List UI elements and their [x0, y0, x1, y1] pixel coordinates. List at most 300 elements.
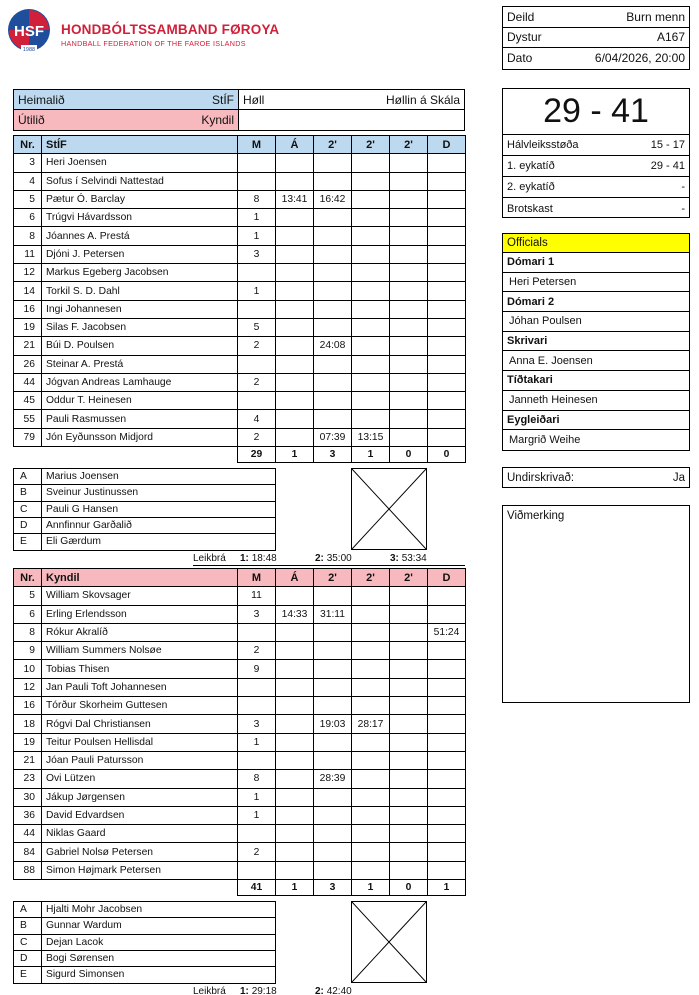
- player-stat-s3: [390, 318, 428, 336]
- player-number: 14: [14, 282, 42, 300]
- player-stat-s1: [314, 264, 352, 282]
- col-header: D: [428, 136, 466, 154]
- player-stat-s3: [390, 392, 428, 410]
- player-stat-s3: [390, 770, 428, 788]
- player-stat-s3: [390, 660, 428, 678]
- player-number: 9: [14, 642, 42, 660]
- player-stat-d: [428, 282, 466, 300]
- match-info-row-date: [503, 48, 689, 69]
- staff-letter: B: [14, 485, 42, 501]
- player-row: [14, 318, 466, 336]
- player-number: 19: [14, 733, 42, 751]
- player-stat-s2: [352, 154, 390, 172]
- final-score: 29 - 41: [503, 89, 689, 135]
- player-number: 88: [14, 861, 42, 879]
- player-row: [14, 154, 466, 172]
- timeout-number: 1:: [240, 552, 249, 564]
- player-row: [14, 410, 466, 428]
- player-row: [14, 227, 466, 245]
- badge-year: 1988: [22, 47, 36, 53]
- player-name: Niklas Gaard: [42, 825, 238, 843]
- total-s2: 1: [352, 880, 390, 896]
- match-value: A167: [656, 30, 685, 45]
- player-row: [14, 825, 466, 843]
- score-row-value: 15 - 17: [650, 139, 685, 151]
- timeout-time: 18:48: [251, 552, 277, 564]
- player-stat-a: [276, 843, 314, 861]
- player-stat-a: [276, 373, 314, 391]
- player-stat-s3: [390, 733, 428, 751]
- player-stat-s1: [314, 318, 352, 336]
- player-stat-s1: [314, 245, 352, 263]
- player-stat-a: [276, 806, 314, 824]
- signed-box: [502, 467, 690, 488]
- away-timeouts: [193, 985, 465, 995]
- player-stat-d: [428, 337, 466, 355]
- player-stat-s1: [314, 751, 352, 769]
- player-stat-s2: [352, 587, 390, 605]
- player-name: Simon Højmark Petersen: [42, 861, 238, 879]
- player-stat-m: 1: [238, 733, 276, 751]
- staff-name: Eli Gærdum: [42, 534, 276, 550]
- player-stat-m: 2: [238, 428, 276, 446]
- away-team-name: Kyndil: [201, 113, 234, 127]
- player-stat-a: [276, 264, 314, 282]
- staff-letter: A: [14, 469, 42, 485]
- score-row-label: 2. eykatíð: [507, 181, 555, 193]
- totals-blank: [14, 447, 42, 463]
- total-a: 1: [276, 880, 314, 896]
- col-header: 2': [352, 569, 390, 587]
- player-stat-a: [276, 660, 314, 678]
- official-role: Dómari 2: [503, 292, 689, 312]
- total-s3: 0: [390, 447, 428, 463]
- player-stat-s2: [352, 788, 390, 806]
- timeout-entry: [390, 553, 427, 564]
- player-stat-m: 8: [238, 770, 276, 788]
- player-stat-a: [276, 172, 314, 190]
- player-stat-s1: 07:39: [314, 428, 352, 446]
- player-name: Tórður Skorheim Guttesen: [42, 697, 238, 715]
- player-number: 5: [14, 190, 42, 208]
- staff-letter: C: [14, 501, 42, 517]
- player-stat-d: [428, 806, 466, 824]
- player-stat-d: [428, 678, 466, 696]
- timeout-number: 2:: [315, 552, 324, 564]
- player-stat-s2: [352, 806, 390, 824]
- total-s1: 3: [314, 447, 352, 463]
- player-stat-s2: [352, 751, 390, 769]
- player-stat-s3: [390, 373, 428, 391]
- col-header: D: [428, 569, 466, 587]
- player-name: Teitur Poulsen Hellisdal: [42, 733, 238, 751]
- remarks-box: [502, 505, 690, 703]
- player-stat-s1: [314, 825, 352, 843]
- staff-name: Dejan Lacok: [42, 934, 276, 950]
- player-stat-m: [238, 264, 276, 282]
- match-info-row-division: [503, 7, 689, 28]
- player-stat-d: [428, 642, 466, 660]
- timeouts-label: Leikbrá: [193, 985, 226, 995]
- player-name: Búi D. Poulsen: [42, 337, 238, 355]
- staff-letter: A: [14, 902, 42, 918]
- player-stat-d: [428, 428, 466, 446]
- player-stat-d: [428, 373, 466, 391]
- player-row: [14, 282, 466, 300]
- player-stat-d: 51:24: [428, 623, 466, 641]
- player-number: 12: [14, 264, 42, 282]
- player-stat-s1: 19:03: [314, 715, 352, 733]
- player-number: 3: [14, 154, 42, 172]
- player-stat-d: [428, 355, 466, 373]
- player-stat-a: [276, 392, 314, 410]
- player-stat-s1: [314, 172, 352, 190]
- player-stat-m: 1: [238, 788, 276, 806]
- player-stat-d: [428, 751, 466, 769]
- player-row: [14, 373, 466, 391]
- staff-letter: C: [14, 934, 42, 950]
- score-row-label: Brotskast: [507, 202, 553, 215]
- staff-name: Annfinnur Garðalið: [42, 517, 276, 533]
- player-stat-m: [238, 355, 276, 373]
- totals-row: [14, 880, 466, 896]
- staff-name: Hjalti Mohr Jacobsen: [42, 902, 276, 918]
- home-team-cell: [14, 90, 239, 109]
- player-stat-m: 1: [238, 209, 276, 227]
- player-stat-m: 3: [238, 245, 276, 263]
- player-row: [14, 623, 466, 641]
- player-stat-a: [276, 825, 314, 843]
- player-row: [14, 264, 466, 282]
- player-stat-d: [428, 605, 466, 623]
- player-row: [14, 190, 466, 208]
- player-stat-m: 8: [238, 190, 276, 208]
- away-label: Útilið: [18, 113, 45, 127]
- player-stat-s2: [352, 245, 390, 263]
- team-name-header: Kyndil: [42, 569, 238, 587]
- player-row: [14, 605, 466, 623]
- player-stat-s1: [314, 355, 352, 373]
- player-row: [14, 751, 466, 769]
- total-s1: 3: [314, 880, 352, 896]
- player-stat-s3: [390, 605, 428, 623]
- teams-venue-box: [13, 89, 465, 131]
- player-stat-m: 2: [238, 373, 276, 391]
- col-nr-header: Nr.: [14, 136, 42, 154]
- player-stat-s3: [390, 172, 428, 190]
- player-name: Torkil S. D. Dahl: [42, 282, 238, 300]
- player-row: [14, 697, 466, 715]
- staff-letter: E: [14, 534, 42, 550]
- player-number: 26: [14, 355, 42, 373]
- player-name: Jóan Pauli Patursson: [42, 751, 238, 769]
- player-name: William Summers Nolsøe: [42, 642, 238, 660]
- player-row: [14, 715, 466, 733]
- player-stat-m: 2: [238, 642, 276, 660]
- col-header: 2': [314, 136, 352, 154]
- staff-name: Sveinur Justinussen: [42, 485, 276, 501]
- player-stat-a: 13:41: [276, 190, 314, 208]
- player-stat-s1: 16:42: [314, 190, 352, 208]
- player-stat-a: [276, 697, 314, 715]
- player-stat-m: [238, 172, 276, 190]
- player-stat-m: 2: [238, 337, 276, 355]
- player-stat-s2: [352, 337, 390, 355]
- player-stat-d: [428, 392, 466, 410]
- player-stat-m: 4: [238, 410, 276, 428]
- staff-letter: E: [14, 967, 42, 983]
- player-stat-s3: [390, 300, 428, 318]
- player-stat-s3: [390, 806, 428, 824]
- col-header: 2': [390, 569, 428, 587]
- player-stat-m: 5: [238, 318, 276, 336]
- player-number: 44: [14, 373, 42, 391]
- player-stat-s3: [390, 264, 428, 282]
- player-stat-s1: 31:11: [314, 605, 352, 623]
- player-stat-s2: [352, 318, 390, 336]
- home-team-row: [14, 90, 464, 110]
- player-stat-s2: [352, 373, 390, 391]
- score-row-value: -: [681, 181, 685, 193]
- player-stat-s2: [352, 623, 390, 641]
- staff-letter: D: [14, 517, 42, 533]
- player-name: Rókur Akralíð: [42, 623, 238, 641]
- away-team-section: [13, 568, 465, 995]
- home-staff-wrap: [13, 468, 465, 550]
- player-row: [14, 428, 466, 446]
- player-stat-s1: [314, 410, 352, 428]
- official-role: Dómari 1: [503, 253, 689, 273]
- player-name: Jón Eyðunsson Midjord: [42, 428, 238, 446]
- player-number: 18: [14, 715, 42, 733]
- player-stat-m: 9: [238, 660, 276, 678]
- player-name: Erling Erlendsson: [42, 605, 238, 623]
- away-staff-wrap: [13, 901, 465, 983]
- player-stat-a: [276, 227, 314, 245]
- hall-cell: [239, 90, 464, 109]
- col-header: M: [238, 569, 276, 587]
- player-stat-s3: [390, 715, 428, 733]
- player-stat-d: [428, 733, 466, 751]
- timeout-number: 2:: [315, 985, 324, 995]
- player-stat-m: 2: [238, 843, 276, 861]
- staff-name: Bogi Sørensen: [42, 950, 276, 966]
- player-row: [14, 337, 466, 355]
- player-stat-d: [428, 172, 466, 190]
- roster-header: [14, 136, 466, 154]
- player-stat-s2: [352, 300, 390, 318]
- player-stat-d: [428, 410, 466, 428]
- player-stat-s2: [352, 678, 390, 696]
- home-team-section: [13, 135, 465, 566]
- player-stat-s2: [352, 209, 390, 227]
- player-number: 12: [14, 678, 42, 696]
- player-number: 21: [14, 337, 42, 355]
- player-stat-a: [276, 282, 314, 300]
- player-stat-s1: [314, 697, 352, 715]
- player-stat-a: [276, 678, 314, 696]
- player-name: Jóannes A. Prestá: [42, 227, 238, 245]
- player-name: Markus Egeberg Jacobsen: [42, 264, 238, 282]
- home-team-name: StÍF: [211, 92, 234, 107]
- player-stat-s1: [314, 733, 352, 751]
- division-value: Burn menn: [626, 9, 685, 24]
- official-role: Skrivari: [503, 332, 689, 352]
- player-stat-s2: [352, 355, 390, 373]
- player-stat-m: 1: [238, 282, 276, 300]
- player-stat-a: [276, 788, 314, 806]
- player-stat-m: 3: [238, 715, 276, 733]
- player-stat-s3: [390, 678, 428, 696]
- player-number: 23: [14, 770, 42, 788]
- hall-label: Høll: [243, 92, 265, 107]
- staff-name: Sigurd Simonsen: [42, 967, 276, 983]
- player-stat-a: [276, 733, 314, 751]
- timeout-time: 29:18: [251, 985, 277, 995]
- staff-name: Gunnar Wardum: [42, 918, 276, 934]
- player-number: 19: [14, 318, 42, 336]
- player-row: [14, 300, 466, 318]
- player-name: William Skovsager: [42, 587, 238, 605]
- player-stat-s3: [390, 227, 428, 245]
- player-stat-s1: [314, 227, 352, 245]
- score-row: [503, 198, 689, 219]
- col-header: Á: [276, 136, 314, 154]
- staff-letter: B: [14, 918, 42, 934]
- player-name: Ovi Lützen: [42, 770, 238, 788]
- player-number: 30: [14, 788, 42, 806]
- player-number: 5: [14, 587, 42, 605]
- staff-name: Marius Joensen: [42, 469, 276, 485]
- official-name: Jóhan Poulsen: [503, 312, 689, 332]
- score-row: [503, 135, 689, 156]
- team-name-header: StÍF: [42, 136, 238, 154]
- totals-blank: [42, 447, 238, 463]
- player-stat-d: [428, 843, 466, 861]
- player-stat-s2: [352, 733, 390, 751]
- official-role: Tíðtakari: [503, 371, 689, 391]
- player-stat-s3: [390, 642, 428, 660]
- timeout-entry: [240, 986, 277, 995]
- division-label: Deild: [507, 9, 535, 24]
- score-row: [503, 177, 689, 198]
- player-stat-d: [428, 190, 466, 208]
- player-stat-s1: 24:08: [314, 337, 352, 355]
- player-number: 84: [14, 843, 42, 861]
- player-stat-a: [276, 861, 314, 879]
- signed-value: Ja: [672, 471, 685, 484]
- player-number: 45: [14, 392, 42, 410]
- player-stat-s2: [352, 410, 390, 428]
- total-d: 1: [428, 880, 466, 896]
- player-name: Pauli Rasmussen: [42, 410, 238, 428]
- score-row-label: Hálvleiksstøða: [507, 139, 579, 151]
- player-name: Steinar A. Prestá: [42, 355, 238, 373]
- player-row: [14, 843, 466, 861]
- player-row: [14, 245, 466, 263]
- player-number: 55: [14, 410, 42, 428]
- player-stat-d: [428, 770, 466, 788]
- player-name: Djóni J. Petersen: [42, 245, 238, 263]
- player-stat-a: [276, 318, 314, 336]
- player-stat-s3: [390, 355, 428, 373]
- player-stat-s1: [314, 209, 352, 227]
- player-stat-s1: [314, 392, 352, 410]
- player-stat-s3: [390, 861, 428, 879]
- cross-out-box: [351, 468, 427, 550]
- player-stat-m: [238, 392, 276, 410]
- player-stat-s1: [314, 282, 352, 300]
- timeout-entry: [240, 553, 277, 564]
- player-name: Jógvan Andreas Lamhauge: [42, 373, 238, 391]
- player-stat-s3: [390, 751, 428, 769]
- empty-cell: [239, 110, 464, 130]
- timeouts-label: Leikbrá: [193, 552, 226, 564]
- col-nr-header: Nr.: [14, 569, 42, 587]
- score-row-label: 1. eykatíð: [507, 160, 555, 172]
- player-stat-d: [428, 861, 466, 879]
- player-name: Oddur T. Heinesen: [42, 392, 238, 410]
- home-label: Heimalið: [18, 92, 65, 107]
- player-stat-s2: [352, 172, 390, 190]
- match-label: Dystur: [507, 30, 542, 45]
- player-stat-s1: [314, 678, 352, 696]
- player-row: [14, 770, 466, 788]
- player-stat-a: [276, 715, 314, 733]
- player-stat-d: [428, 227, 466, 245]
- player-stat-a: [276, 154, 314, 172]
- col-header: 2': [390, 136, 428, 154]
- badge-letters: HSF: [14, 23, 44, 40]
- player-stat-s2: 28:17: [352, 715, 390, 733]
- col-header: Á: [276, 569, 314, 587]
- official-name: Janneth Heinesen: [503, 391, 689, 411]
- timeout-entry: [315, 553, 352, 564]
- player-number: 11: [14, 245, 42, 263]
- roster-header: [14, 569, 466, 587]
- player-stat-s3: [390, 190, 428, 208]
- player-stat-s3: [390, 697, 428, 715]
- player-row: [14, 733, 466, 751]
- total-s2: 1: [352, 447, 390, 463]
- player-stat-s3: [390, 843, 428, 861]
- player-stat-a: [276, 337, 314, 355]
- player-stat-d: [428, 318, 466, 336]
- player-stat-s2: [352, 660, 390, 678]
- timeout-time: 53:34: [401, 552, 427, 564]
- player-name: Jan Pauli Toft Johannesen: [42, 678, 238, 696]
- player-stat-a: [276, 623, 314, 641]
- col-header: M: [238, 136, 276, 154]
- player-stat-s3: [390, 245, 428, 263]
- player-stat-s2: [352, 861, 390, 879]
- federation-subtitle: HANDBALL FEDERATION OF THE FAROE ISLANDS: [61, 39, 246, 48]
- player-stat-m: [238, 751, 276, 769]
- col-header: 2': [352, 136, 390, 154]
- player-stat-m: [238, 861, 276, 879]
- player-row: [14, 788, 466, 806]
- timeout-number: 3:: [390, 552, 399, 564]
- official-name: Heri Petersen: [503, 273, 689, 293]
- timeout-number: 1:: [240, 985, 249, 995]
- staff-name: Pauli G Hansen: [42, 501, 276, 517]
- player-stat-s1: [314, 154, 352, 172]
- player-stat-s2: [352, 770, 390, 788]
- staff-letter: D: [14, 950, 42, 966]
- player-stat-m: 11: [238, 587, 276, 605]
- player-row: [14, 806, 466, 824]
- player-name: Heri Joensen: [42, 154, 238, 172]
